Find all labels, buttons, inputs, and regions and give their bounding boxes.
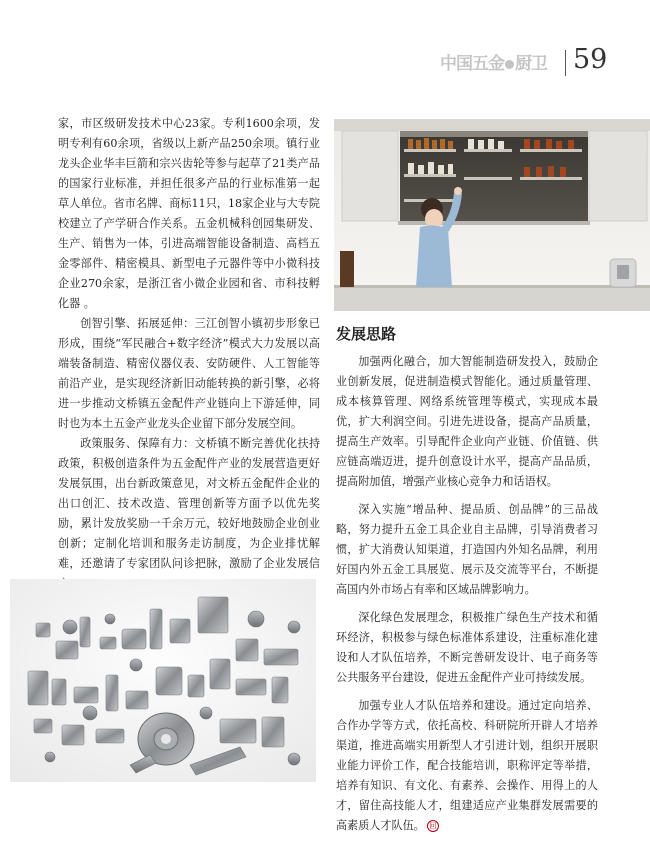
right-paragraph-4-text: 加强专业人才队伍培养和建设。通过定向培养、合作办学等方式，依托高校、科研院所开辟人才培养渠道，推进高端实用新型人才引进计划，组织开展职业能力评价工作，配合技能培训，职称评定等举措，培养有知识、有文化、有素养、会操作、用得上的人才，留住高技能人才，组建适应产业集群发展需要的高素质人才队伍。 xyxy=(336,699,598,832)
magazine-brand xyxy=(440,49,547,74)
page-number: 59 xyxy=(573,44,608,75)
brand-text-left: 中国五金 xyxy=(440,54,504,74)
page-header xyxy=(0,0,650,90)
metal-parts-illustration xyxy=(10,579,316,782)
kitchen-cabinet-illustration xyxy=(334,119,650,311)
right-paragraph-2: 深入实施“增品种、提品质、创品牌”的三品战略，努力提升五金工具企业自主品牌，引导消费者习惯，扩大消费认知渠道，打造国内外知名品牌，利用好国内外五金工具展览、展示及交流等平台，不断提高国内外市场占有率和区域品牌影响力。 xyxy=(336,503,598,596)
right-paragraph-3: 深化绿色发展理念，积极推广绿色生产技术和循环经济，积极参与绿色标准体系建设，注重标准化建设和人才队伍培养，不断完善研发设计、电子商务等公共服务平台建设，促进五金配件产业可持续发展。 xyxy=(336,611,598,684)
right-column xyxy=(336,324,598,836)
left-paragraph-1: 家，市区级研发技术中心23家。专利1600余项，发明专利有60余项，省级以上新产品250余项。镇行业龙头企业华丰巨箭和宗兴齿轮等参与起草了21类产品的国家行业标准，并担任很多产品的行业标准第一起草人单位。省市名牌、商标11只，18家企业与大专院校建立了产学研合作关系。五金机械科创园集研发、生产、销售为一体，引进高端智能设备制造、高档五金零部件、精密模具、新型电子元器件等中小微科技企业270余家，是浙江省小微企业园和省、市科技孵化器 。 xyxy=(58,117,320,310)
left-column xyxy=(58,114,320,594)
metal-parts-photo xyxy=(10,579,316,782)
article-end-icon: 回 xyxy=(427,820,439,832)
section-title: 发展思路 xyxy=(336,325,397,343)
kitchen-cabinet-photo xyxy=(334,119,650,311)
brand-dot-icon xyxy=(505,60,514,69)
left-paragraph-2: 创智引擎、拓展延伸：三江创智小镇初步形象已形成，围绕“军民融合+数字经济”模式大力发展以高端装备制造、精密仪器仪表、安防硬件、人工智能等前沿产业，是实现经济新旧动能转换的新引擎，必将进一步推动文桥镇五金配件产业链向上下游延伸，同时也为本土五金产业龙头企业留下部分发展空间。 xyxy=(58,317,320,430)
brand-text-right: 厨卫 xyxy=(515,54,547,74)
right-paragraph-1: 加强两化融合，加大智能制造研发投入，鼓励企业创新发展，促进制造模式智能化。通过质量管理、成本核算管理、网络系统管理等模式，实现成本最优，扩大利润空间。引进先进设备，提高产品质量，提高生产效率。引导配件企业向产业链、价值链、供应链高端迈进，提升创意设计水平，提高产品品质，提高附加值，增强产业核心竞争力和话语权。 xyxy=(336,355,598,488)
left-paragraph-3: 政策服务、保障有力：文桥镇不断完善优化扶持政策，积极创造条件为五金配件产业的发展营造更好发展氛围，出台新政策意见，对文桥五金配件企业的出口创汇、技术改造、管理创新等方面予以优先奖励，累计发放奖励一千余万元，较好地鼓励企业创业创新；定制化培训和服务走访制度，为企业排忧解难，还邀请了专家团队问诊把脉，激励了企业发展信 xyxy=(58,437,320,570)
right-paragraph-4 xyxy=(336,696,598,836)
header-divider xyxy=(565,50,566,76)
